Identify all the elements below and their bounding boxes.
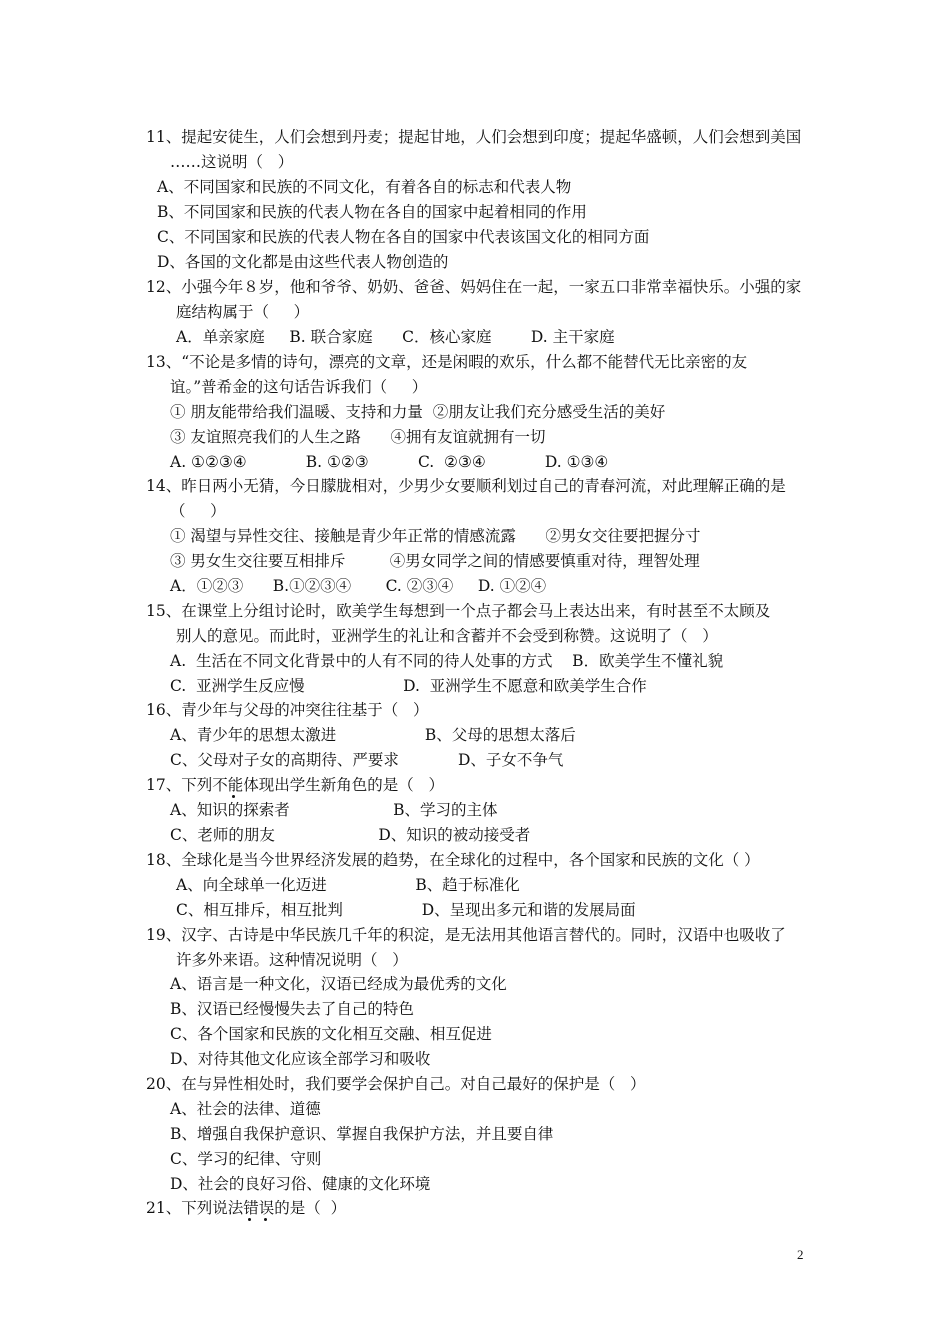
page-number: 2 — [797, 1247, 804, 1262]
q11-stem-line2: ……这说明（ ） — [170, 153, 294, 171]
q17-options-c-d: C、老师的朋友 D、知识的被动接受者 — [170, 826, 531, 844]
q20-option-d: D、社会的良好习俗、健康的文化环境 — [170, 1175, 431, 1193]
q14-stem-line1: 14、昨日两小无猜，今日朦胧相对，少男少女要顺利划过自己的青春河流，对此理解正确的是 — [146, 477, 786, 495]
q18-options-c-d: C、相互排斥，相互批判 D、呈现出多元和谐的发展局面 — [176, 901, 636, 919]
q19-stem-line1: 19、汉字、古诗是中华民族几千年的积淀，是无法用其他语言替代的。同时，汉语中也吸收了 — [146, 926, 786, 944]
q12-stem-line1: 12、小强今年８岁，他和爷爷、奶奶、爸爸、妈妈住在一起，一家五口非常幸福快乐。小强的家 — [146, 278, 802, 296]
q18-stem: 18、全球化是当今世界经济发展的趋势，在全球化的过程中，各个国家和民族的文化（ ） — [146, 851, 760, 869]
q15-stem-line2: 别人的意见。而此时，亚洲学生的礼让和含蓄并不会受到称赞。这说明了（ ） — [176, 627, 718, 645]
q11-option-b: B、不同国家和民族的代表人物在各自的国家中起着相同的作用 — [157, 203, 587, 221]
q15-options-a-b: A. 生活在不同文化背景中的人有不同的待人处事的方式 B．欧美学生不懂礼貌 — [170, 652, 724, 670]
q16-options-c-d: C、父母对子女的高期待、严要求 D、子女不争气 — [170, 751, 564, 769]
q13-statement-3-4: ③ 友谊照亮我们的人生之路 ④拥有友谊就拥有一切 — [170, 428, 546, 446]
emphasis-dot — [264, 1218, 267, 1221]
q16-stem: 16、青少年与父母的冲突往往基于（ ） — [146, 701, 429, 719]
q14-statement-1-2: ① 渴望与异性交往、接触是青少年正常的情感流露 ②男女交往要把握分寸 — [170, 527, 701, 545]
q20-option-a: A、社会的法律、道德 — [170, 1100, 321, 1118]
q15-stem-line1: 15、在课堂上分组讨论时，欧美学生每想到一个点子都会马上表达出来，有时甚至不太顾及 — [146, 602, 771, 620]
emphasis-dot — [232, 795, 235, 798]
q15-options-c-d: C. 亚洲学生反应慢 D. 亚洲学生不愿意和欧美学生合作 — [170, 677, 647, 695]
q20-option-c: C、学习的纪律、守则 — [170, 1150, 322, 1168]
q16-options-a-b: A、青少年的思想太激进 B、父母的思想太落后 — [170, 726, 576, 744]
q17-stem: 17、下列不能体现出学生新角色的是（ ） — [146, 776, 445, 794]
q13-options: A. ①②③④ B. ①②③ C. ②③④ D. ①③④ — [170, 453, 609, 471]
q19-option-a: A、语言是一种文化，汉语已经成为最优秀的文化 — [170, 975, 507, 993]
q11-stem-line1: 11、提起安徒生，人们会想到丹麦；提起甘地，人们会想到印度；提起华盛顿，人们会想到美国 — [146, 128, 802, 146]
q14-stem-line2: （ ） — [170, 502, 226, 520]
emphasis-dot — [248, 1218, 251, 1221]
q19-stem-line2: 许多外来语。这种情况说明（ ） — [176, 951, 408, 969]
q19-option-c: C、各个国家和民族的文化相互交融、相互促进 — [170, 1025, 492, 1043]
q11-option-c: C、不同国家和民族的代表人物在各自的国家中代表该国文化的相同方面 — [157, 228, 650, 246]
q12-options: A．单亲家庭 B. 联合家庭 C．核心家庭 D. 主干家庭 — [176, 328, 615, 346]
q18-options-a-b: A、向全球单一化迈进 B、趋于标准化 — [176, 876, 520, 894]
q14-options: A．①②③ B.①②③④ C. ②③④ D. ①②④ — [170, 577, 547, 595]
q19-option-b: B、汉语已经慢慢失去了自己的特色 — [170, 1000, 414, 1018]
q13-stem-line1: 13、“不论是多情的诗句，漂亮的文章，还是闲暇的欢乐，什么都不能替代无比亲密的友 — [146, 353, 748, 371]
q13-statement-1-2: ① 朋友能带给我们温暖、支持和力量 ②朋友让我们充分感受生活的美好 — [170, 403, 666, 421]
q20-stem: 20、在与异性相处时，我们要学会保护自己。对自己最好的保护是（ ） — [146, 1075, 646, 1093]
q21-stem: 21、下列说法错误的是（ ） — [146, 1199, 347, 1217]
q20-option-b: B、增强自我保护意识、掌握自我保护方法，并且要自律 — [170, 1125, 554, 1143]
q11-option-a: A、不同国家和民族的不同文化，有着各自的标志和代表人物 — [157, 178, 572, 196]
q13-stem-line2: 谊。”普希金的这句话告诉我们（ ） — [170, 378, 428, 396]
q17-options-a-b: A、知识的探索者 B、学习的主体 — [170, 801, 498, 819]
q14-statement-3-4: ③ 男女生交往要互相排斥 ④男女同学之间的情感要慎重对待，理智处理 — [170, 552, 700, 570]
q12-stem-line2: 庭结构属于（ ） — [176, 303, 310, 321]
q11-option-d: D、各国的文化都是由这些代表人物创造的 — [157, 253, 449, 271]
q19-option-d: D、对待其他文化应该全部学习和吸收 — [170, 1050, 431, 1068]
